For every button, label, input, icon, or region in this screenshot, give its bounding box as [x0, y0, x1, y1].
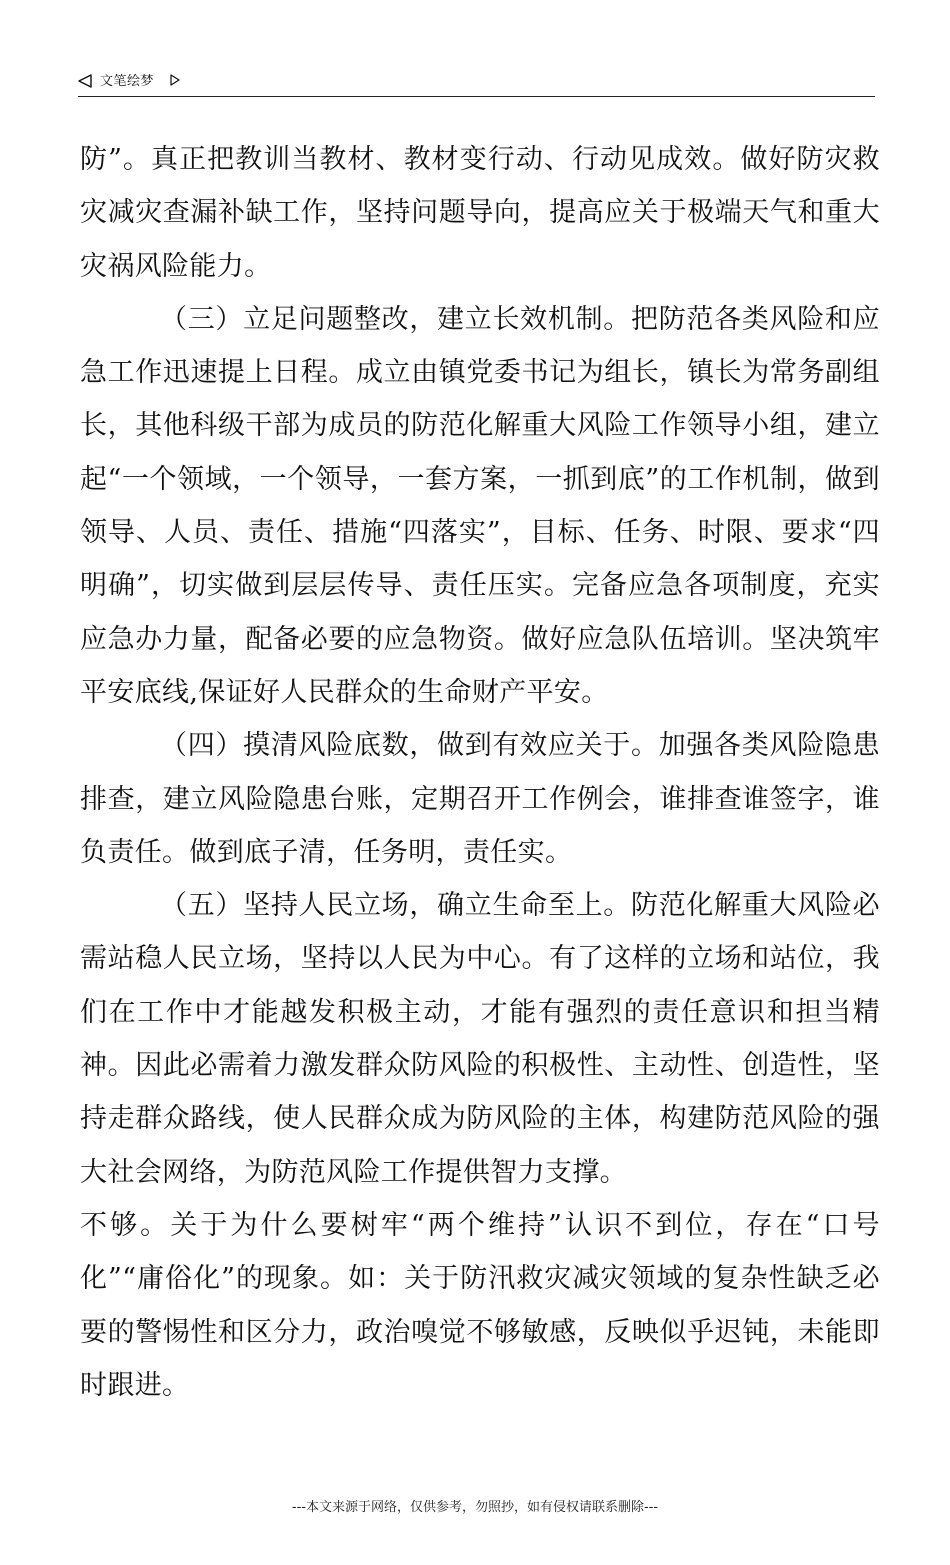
- header-title: 文笔绘梦: [100, 74, 155, 89]
- paragraph-section-three: （三）立足问题整改，建立长效机制。把防范各类风险和应急工作迅速提上日程。成立由镇党委书记为组长，镇长为常务副组长，其他科级干部为成员的防范化解重大风险工作领导小组，建立起“一个领域，一个领导，一套方案，一抓到底”的工作机制，做到领导、人员、责任、措施“四落实”，目标、任务、时限、要求“四明确”，切实做到层层传导、责任压实。完备应急各项制度，充实应急办力量，配备必要的应急物资。做好应急队伍培训。坚决筑牢平安底线,保证好人民群众的生命财产平安。: [80, 303, 880, 708]
- paragraph-closing: 不够。关于为什么要树牢“两个维持”认识不到位，存在“口号化”“庸俗化”的现象。如：关于防汛救灾减灾领域的复杂性缺乏必要的警惕性和区分力，政治嗅觉不够敏感，反映似乎迟钝，未能即时跟进。: [80, 1209, 880, 1401]
- page-header: [78, 70, 875, 97]
- document-body: [80, 133, 880, 1412]
- page-footer-disclaimer: ---本文来源于网络，仅供参考，勿照抄，如有侵权请联系删除---: [291, 1500, 659, 1515]
- right-triangle-icon: [170, 74, 180, 86]
- paragraph-section-four: （四）摸清风险底数，做到有效应关于。加强各类风险隐患排查，建立风险隐患台账，定期召开工作例会，谁排查谁签字，谁负责任。做到底子清，任务明，责任实。: [80, 730, 880, 868]
- paragraph-continuation: 防”。真正把教训当教材、教材变行动、行动见成效。做好防灾救灾减灾查漏补缺工作，坚持问题导向，提高应关于极端天气和重大灾祸风险能力。: [80, 144, 880, 282]
- left-triangle-icon: [78, 74, 92, 88]
- paragraph-section-five: （五）坚持人民立场，确立生命至上。防范化解重大风险必需站稳人民立场，坚持以人民为中心。有了这样的立场和站位，我们在工作中才能越发积极主动，才能有强烈的责任意识和担当精神。因此必需着力激发群众防风险的积极性、主动性、创造性，坚持走群众路线，使人民群众成为防风险的主体，构建防范风险的强大社会网络，为防范风险工作提供智力支撑。: [80, 890, 880, 1188]
